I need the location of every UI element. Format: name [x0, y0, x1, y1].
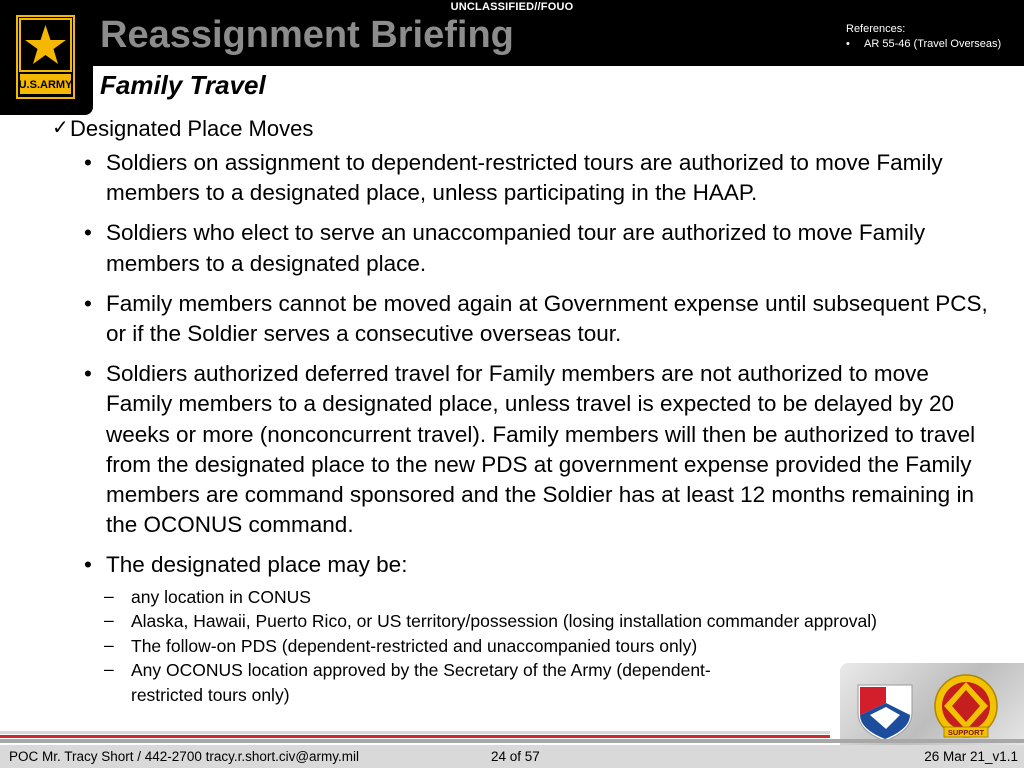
checkmark-heading: [52, 114, 997, 144]
main-content: [52, 114, 997, 707]
bullet-text: Soldiers on assignment to dependent-restricted tours are authorized to move Family members to a designated place, unless participating in the HAAP.: [106, 150, 943, 206]
star-icon: [25, 25, 66, 64]
bullet-item: [52, 218, 997, 278]
sub-item: [52, 585, 997, 610]
bullet-icon: •: [84, 150, 92, 175]
checkmark-icon: ✓: [52, 117, 69, 139]
bullet-text: Soldiers authorized deferred travel for Family members are not authorized to move Family members to a designated place, unless travel is expected to be delayed by 20 weeks or more (nonconcurrent travel). Family members will then be authorized to travel from the designated place to the new PDS at government expense provided the Family members are command sponsored and the Soldier has at least 12 months remaining in the OCONUS command.: [106, 361, 976, 538]
bullet-text: Family members cannot be moved again at Government expense until subsequent PCS, or if the Soldier serves a consecutive overseas tour.: [106, 290, 988, 347]
bottom-decoration: [0, 730, 1024, 744]
dash-icon: –: [104, 659, 114, 680]
sub-item-text: Any OCONUS location approved by the Secretary of the Army (dependent- restricted tours only): [131, 660, 711, 705]
bullet-icon: •: [84, 361, 92, 387]
page-number: 24 of 57: [491, 749, 540, 764]
sub-item: [52, 634, 997, 659]
reference-item: • AR 55-46 (Travel Overseas): [846, 37, 1001, 52]
references-label: References:: [846, 23, 906, 35]
dash-icon: –: [104, 634, 114, 655]
bullet-item: [52, 289, 997, 349]
footer-date-version: 26 Mar 21_v1.1: [924, 749, 1018, 764]
sub-item: [52, 609, 997, 634]
bullet-icon: •: [84, 290, 92, 316]
bullet-text: The designated place may be:: [106, 552, 408, 578]
sub-item: [52, 658, 831, 707]
dash-icon: –: [104, 585, 114, 606]
bullet-item: [52, 148, 997, 208]
support-crest-icon: [935, 675, 997, 737]
dash-icon: –: [104, 610, 114, 631]
bullet-icon: •: [84, 552, 92, 578]
checkmark-heading-text: Designated Place Moves: [70, 116, 314, 141]
sub-item-text: any location in CONUS: [131, 586, 311, 607]
section-subtitle: Family Travel: [100, 70, 266, 100]
bullet-list: [52, 148, 997, 707]
bullet-item: [52, 359, 997, 540]
sub-item-text: Alaska, Hawaii, Puerto Rico, or US territory/possession (losing installation commander approval): [131, 611, 878, 632]
classification-banner: UNCLASSIFIED//FOUO: [450, 1, 574, 13]
army-logo: [0, 0, 93, 115]
bullet-icon: •: [84, 220, 92, 246]
bullet-text: Soldiers who elect to serve an unaccompanied tour are authorized to move Family members to a designated place.: [106, 220, 926, 276]
sub-item-text: The follow-on PDS (dependent-restricted and unaccompanied tours only): [131, 635, 698, 656]
emblem-text: SUPPORT: [947, 728, 985, 737]
logo-text: U.S.ARMY: [18, 79, 73, 91]
page-title: Reassignment Briefing: [100, 14, 514, 56]
references-block: [846, 22, 1001, 52]
footer-poc: POC Mr. Tracy Short / 442-2700 tracy.r.short.civ@army.mil: [9, 749, 360, 764]
